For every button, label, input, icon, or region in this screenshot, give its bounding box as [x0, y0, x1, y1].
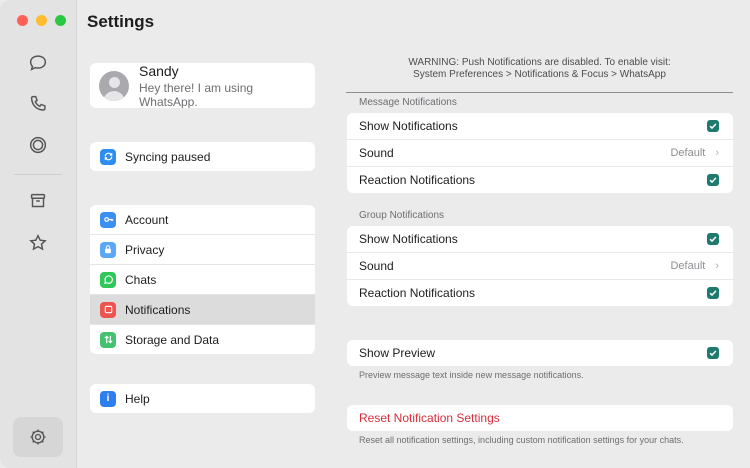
traffic-lights [17, 15, 66, 26]
row-label: Sound [359, 259, 394, 273]
sync-label: Syncing paused [125, 149, 211, 164]
arrows-icon [100, 332, 116, 348]
starred-icon[interactable] [26, 231, 50, 255]
chats-icon[interactable] [26, 51, 50, 75]
menu-item-privacy[interactable] [90, 235, 315, 265]
push-warning [346, 57, 733, 81]
whatsapp-icon [100, 272, 116, 288]
message-notifications-group [347, 113, 733, 193]
message-show-notifications-row[interactable] [347, 113, 733, 140]
reset-group [347, 405, 733, 431]
info-icon: i [100, 391, 116, 407]
menu-item-notifications[interactable] [90, 295, 315, 325]
group-reaction-notifications-row[interactable] [347, 280, 733, 306]
row-label: Sound [359, 146, 394, 160]
reset-hint: Reset all notification settings, including custom notification settings for your chats. [359, 435, 684, 445]
warning-divider [346, 92, 733, 93]
page-title: Settings [87, 12, 155, 31]
row-label: Reaction Notifications [359, 286, 476, 300]
bell-icon [100, 302, 116, 318]
avatar [99, 71, 129, 101]
message-reaction-notifications-checkbox[interactable] [707, 174, 719, 186]
key-icon [100, 212, 116, 228]
chevron-right-icon: › [715, 260, 719, 272]
profile-card[interactable] [90, 63, 315, 108]
maximize-window-button[interactable] [55, 15, 66, 26]
sync-icon [100, 149, 116, 165]
warning-line-1: WARNING: Push Notifications are disabled. To enable visit: [408, 57, 671, 68]
group-sound-row[interactable] [347, 253, 733, 280]
sync-card[interactable] [90, 142, 315, 171]
row-label: Show Preview [359, 346, 436, 360]
menu-item-label: Storage and Data [125, 332, 220, 347]
message-sound-row[interactable] [347, 140, 733, 167]
close-window-button[interactable] [17, 15, 28, 26]
help-label: Help [125, 391, 150, 406]
lock-icon [100, 242, 116, 258]
group-show-notifications-checkbox[interactable] [707, 233, 719, 245]
chevron-right-icon: › [715, 147, 719, 159]
sidebar-rail [0, 0, 77, 468]
menu-item-label: Notifications [125, 302, 191, 317]
group-reaction-notifications-checkbox[interactable] [707, 287, 719, 299]
preview-group [347, 340, 733, 366]
show-preview-row[interactable] [347, 340, 733, 366]
archive-icon[interactable] [26, 189, 50, 213]
sound-value: Default [670, 260, 706, 272]
warning-line-2: System Preferences > Notifications & Focus > WhatsApp [413, 69, 666, 80]
status-icon[interactable] [26, 133, 50, 157]
group-show-notifications-row[interactable] [347, 226, 733, 253]
menu-item-account[interactable] [90, 205, 315, 235]
group-notifications-heading: Group Notifications [359, 210, 445, 221]
menu-item-label: Privacy [125, 242, 165, 257]
sound-value: Default [670, 147, 706, 159]
row-label: Show Notifications [359, 119, 458, 133]
profile-name: Sandy [138, 63, 179, 79]
menu-item-storage[interactable] [90, 325, 315, 354]
row-label: Reaction Notifications [359, 173, 476, 187]
settings-button[interactable] [13, 417, 63, 457]
settings-menu [90, 205, 315, 354]
row-label: Show Notifications [359, 232, 458, 246]
settings-icon [28, 427, 48, 447]
calls-icon[interactable] [26, 92, 50, 116]
menu-item-label: Chats [125, 272, 157, 287]
group-notifications-group [347, 226, 733, 306]
message-reaction-notifications-row[interactable] [347, 167, 733, 193]
show-preview-checkbox[interactable] [707, 347, 719, 359]
notifications-pane [331, 0, 750, 468]
profile-status: Hey there! I am using WhatsApp. [138, 80, 254, 108]
menu-item-chats[interactable] [90, 265, 315, 295]
preview-hint: Preview message text inside new message notifications. [359, 370, 584, 380]
rail-divider [14, 174, 62, 175]
reset-label: Reset Notification Settings [359, 411, 500, 425]
menu-item-label: Account [125, 212, 169, 227]
message-notifications-heading: Message Notifications [359, 97, 457, 108]
settings-list-panel [77, 0, 327, 468]
minimize-window-button[interactable] [36, 15, 47, 26]
help-card[interactable] [90, 384, 315, 413]
reset-notification-settings-button[interactable] [347, 405, 733, 431]
message-show-notifications-checkbox[interactable] [707, 120, 719, 132]
